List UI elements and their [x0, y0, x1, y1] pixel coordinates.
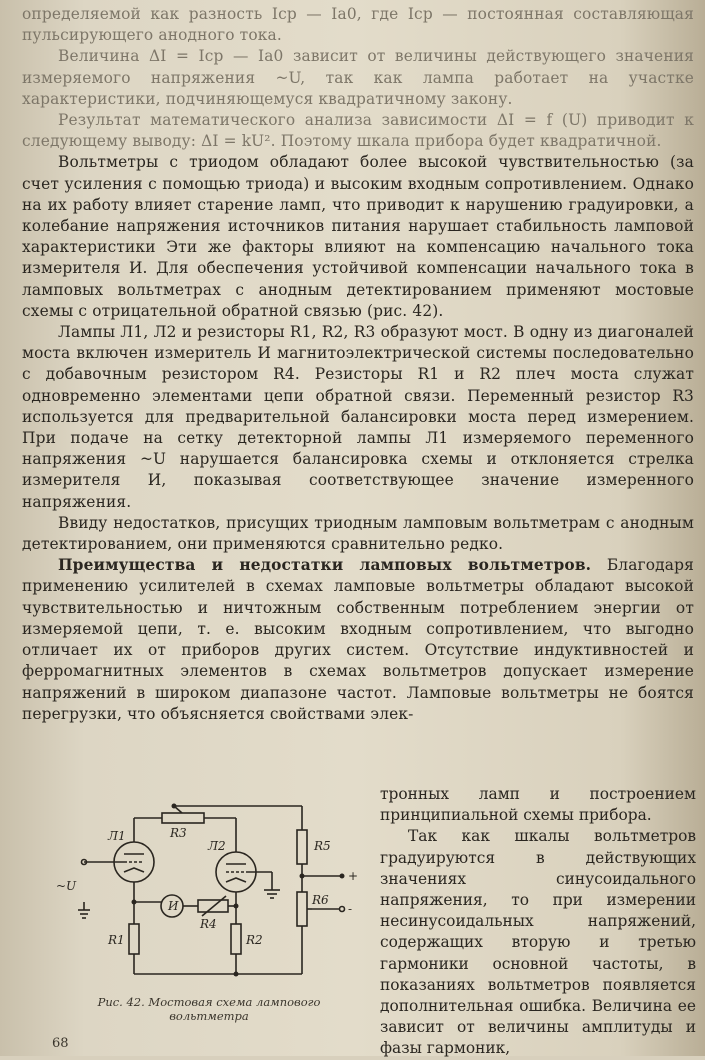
paragraph: Ввиду недостатков, присущих триодным ламповым вольтметрам с анодным детектированием, они применяются сравнительно редко.: [22, 513, 694, 554]
section-heading: Преимущества и недостатки ламповых вольтметров.: [58, 556, 592, 575]
label-r1: R1: [108, 933, 125, 947]
section-text: Благодаря применению усилителей в схемах ламповые вольтметры обладают высокой чувствительностью и ничтожным собственным потреблением энергии от измеряемой цепи, т. е. высоким входным сопротивлением, что выгодно отличает их от приборов других систем. Отсутствие индуктивностей и ферромагнитных элементов в схемах вольтметров допускает измерение напряжений в широком диапазоне частот. Ламповые вольтметры не боятся перегрузки, что объясняется свойствами элек-: [22, 556, 694, 723]
label-input: ~U: [56, 879, 77, 893]
paragraph: Лампы Л1, Л2 и резисторы R1, R2, R3 образуют мост. В одну из диагоналей моста включен измеритель И магнитоэлектрической системы последовательно с добавочным резистором R4. Резисторы R1 и R2 плеч моста служат одновременно элементами цепи обратной связи. Переменный резистор R3 используется для предварительной балансировки моста перед измерением. При подаче на сетку детекторной лампы Л1 измеряемого переменного напряжения ~U нарушается балансировка схемы и отклоняется стрелка измерителя И, показывая соответствующее значение измеренного напряжения.: [22, 323, 694, 511]
label-r3: R3: [170, 826, 187, 840]
paragraph: Результат математического анализа зависимости ΔI = f (U) приводит к следующему выводу: ΔI = kU². Поэтому шкала прибора будет квадратичной.: [22, 111, 694, 151]
label-r6: R6: [312, 893, 329, 907]
side-column: [380, 784, 696, 1060]
label-minus: -: [348, 902, 353, 916]
side-text: тронных ламп и построением принципиальной схемы прибора.: [380, 785, 696, 825]
side-text: Так как шкалы вольтметров градуируются в действующих значениях синусоидального напряжения, то при измерении несинусоидальных напряжений, содержащих вторую и третью гармоники основной частоты, в показаниях вольтметров появляется дополнительная ошибка. Величина ее зависит от величины амплитуды и фазы гармоник,: [380, 827, 696, 1058]
page-number: 68: [52, 1036, 69, 1051]
main-text: [22, 4, 694, 725]
caption-line: вольтметра: [169, 1009, 249, 1023]
figure-caption: [44, 995, 374, 1023]
section-paragraph: [22, 555, 694, 725]
paragraph: Вольтметры с триодом обладают более высокой чувствительностью (за счет усиления с помощью триода) и высоким входным сопротивлением. Однако на их работу влияет старение ламп, что приводит к нарушению градуировки, а колебание напряжения источников питания нарушает стабильность ламповой характеристики Эти же факторы влияют на компенсацию начального тока измерителя И. Для обеспечения устойчивой компенсации начального тока в ламповых вольтметрах с анодным детектированием применяют мостовые схемы с отрицательной обратной связью (рис. 42).: [22, 153, 694, 320]
label-l1: Л1: [108, 829, 126, 843]
paragraph: Величина ΔI = Iср — Iа0 зависит от величины действующего значения измеряемого напряжения ~U, так как лампа работает на участке характеристики, подчиняющемуся квадратичному закону.: [22, 47, 694, 108]
label-l2: Л2: [208, 839, 226, 853]
circuit-diagram: [50, 792, 368, 992]
caption-line: Рис. 42. Мостовая схема лампового: [97, 995, 321, 1009]
label-r5: R5: [314, 839, 331, 853]
label-r2: R2: [246, 933, 263, 947]
paragraph: определяемой как разность Iср — Iа0, где Iср — постоянная составляющая пульсирующего анодного тока.: [22, 5, 694, 45]
label-r4: R4: [200, 917, 217, 931]
label-plus: +: [348, 869, 359, 883]
label-meter: И: [168, 899, 179, 913]
